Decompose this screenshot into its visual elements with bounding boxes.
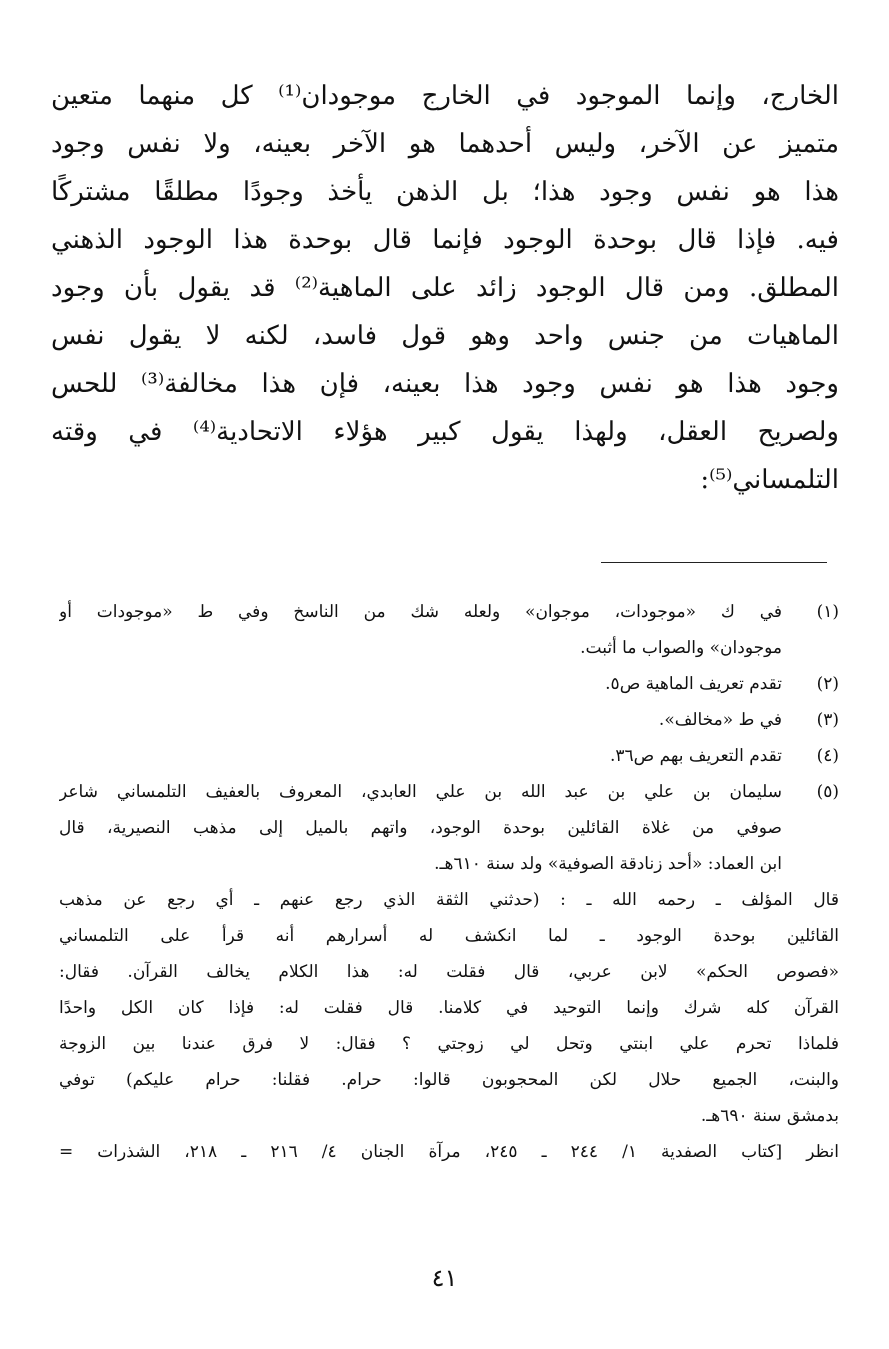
footnote-number: (٢) (816, 674, 839, 694)
footnote-quote-line: «فصوص الحكم» لابن عربي، قال فقلت له: هذا الكلام يخالف القرآن. فقال: (59, 962, 839, 982)
footnote-line: سليمان بن علي بن عبد الله بن علي العابدي، المعروف بالعفيف التلمساني شاعر (59, 782, 782, 802)
main-text-line: الماهيات من جنس واحد وهو قول فاسد، لكنه لا يقول نفس (51, 321, 839, 351)
main-text-line: التلمساني⁽⁵⁾: (700, 465, 839, 495)
footnote-line: في ط «مخالف». (658, 710, 782, 730)
footnote-line: في ك «موجودات، موجوان» ولعله شك من الناسخ وفي ط «موجودات أو (59, 602, 782, 622)
footnote (59, 594, 839, 666)
footnote-line: تقدم التعريف بهم ص٣٦. (609, 746, 782, 766)
footnote-line: تقدم تعريف الماهية ص٥. (605, 674, 782, 694)
footnote-quote-line: والبنت، الجميع حلال لكن المحجوبون قالوا: حرام. فقلنا: حرام عليكم) توفي (59, 1070, 839, 1090)
main-text-block (51, 72, 839, 504)
footnote-quote-block (59, 882, 839, 1170)
footnote-number: (٥) (816, 782, 839, 802)
footnote-reference-line: انظر [كتاب الصفدية ١/ ٢٤٤ ـ ٢٤٥، مرآة الجنان ٤/ ٢١٦ ـ ٢١٨، الشذرات = (59, 1142, 839, 1162)
footnote-quote-line: بدمشق سنة ٦٩٠هـ. (700, 1106, 839, 1126)
main-text-line: وجود هذا هو نفس وجود هذا بعينه، فإن هذا مخالفة⁽³⁾ للحس (51, 369, 839, 399)
main-text-line: الخارج، وإنما الموجود في الخارج موجودان⁽¹⁾ كل منهما متعين (51, 81, 839, 111)
footnote-quote-line: قال المؤلف ـ رحمه الله ـ : (حدثني الثقة الذي رجع عنهم ـ أي رجع عن مذهب (59, 890, 839, 910)
footnote (59, 702, 839, 738)
footnote-line: صوفي من غلاة القائلين بوحدة الوجود، واتهم بالميل إلى مذهب النصيرية، قال (59, 818, 782, 838)
footnote-number: (١) (816, 602, 839, 622)
footnote-quote-line: القرآن كله شرك وإنما التوحيد في كلامنا. قال فقلت له: فإذا كان الكل واحدًا (59, 998, 839, 1018)
page-number: ٤١ (431, 1264, 458, 1292)
footnote (59, 774, 839, 882)
main-text-line: فيه. فإذا قال بوحدة الوجود فإنما قال بوحدة هذا الوجود الذهني (51, 225, 839, 255)
footnote (59, 666, 839, 702)
footnote-separator (601, 562, 827, 563)
main-text-line: المطلق. ومن قال الوجود زائد على الماهية⁽²⁾ قد يقول بأن وجود (51, 273, 839, 303)
main-text-line: متميز عن الآخر، وليس أحدهما هو الآخر بعينه، ولا نفس وجود (51, 129, 839, 159)
footnote-line: موجودان» والصواب ما أثبت. (580, 638, 782, 658)
footnote-number: (٣) (816, 710, 839, 730)
footnote-quote-line: القائلين بوحدة الوجود ـ لما انكشف له أسرارهم أنه قرأ على التلمساني (59, 926, 839, 946)
footnote-quote-line: فلماذا تحرم علي ابنتي وتحل لي زوجتي ؟ فقال: لا فرق عندنا بين الزوجة (59, 1034, 839, 1054)
footnote-number: (٤) (816, 746, 839, 766)
footnotes-block (59, 594, 839, 1170)
main-text-line: ولصريح العقل، ولهذا يقول كبير هؤلاء الاتحادية⁽⁴⁾ في وقته (51, 417, 839, 447)
main-text-line: هذا هو نفس وجود هذا؛ بل الذهن يأخذ وجودًا مطلقًا مشتركًا (51, 177, 839, 207)
footnote (59, 738, 839, 774)
footnote-line: ابن العماد: «أحد زنادقة الصوفية» ولد سنة ٦١٠هـ. (434, 854, 782, 874)
